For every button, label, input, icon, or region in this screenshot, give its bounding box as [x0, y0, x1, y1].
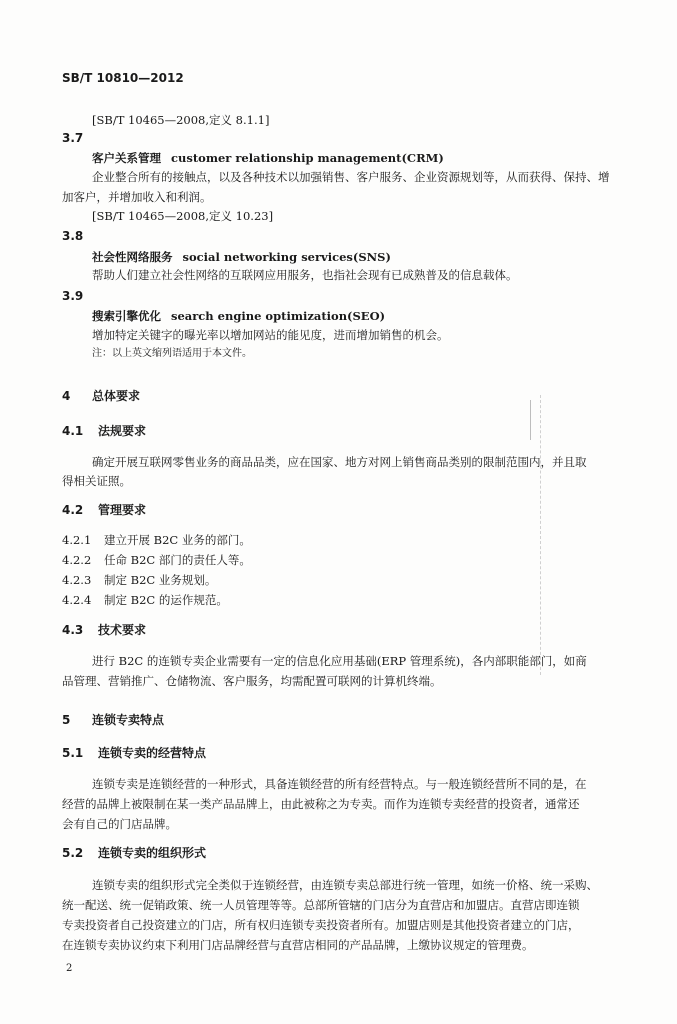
note: 注：以上英文缩列语适用于本文件。	[92, 348, 252, 359]
list-item-number: 4.2.3	[62, 573, 92, 587]
subsection-number: 4.1	[62, 424, 84, 438]
subsection-title: 技术要求	[98, 623, 147, 637]
subsection-heading	[62, 846, 206, 860]
term-definition: 帮助人们建立社会性网络的互联网应用服务，也指社会现有已成熟普及的信息载体。	[92, 268, 518, 282]
term-number: 3.7	[62, 131, 84, 145]
scan-mark	[540, 395, 541, 675]
paragraph-line: 连锁专卖的组织形式完全类似于连锁经营，由连锁专卖总部进行统一管理，如统一价格、统一采购、	[92, 878, 598, 892]
paragraph-line: 会有自己的门店品牌。	[62, 817, 177, 831]
term-definition: 企业整合所有的接触点，以及各种技术以加强销售、客户服务、企业资源规划等，从而获得、保持、增	[92, 170, 610, 184]
list-item	[62, 553, 251, 567]
list-item-number: 4.2.4	[62, 593, 92, 607]
section-number: 5	[62, 713, 71, 727]
list-item-text: 建立开展 B2C 业务的部门。	[104, 533, 251, 547]
term-title	[92, 250, 391, 264]
list-item-text: 任命 B2C 部门的责任人等。	[104, 553, 251, 567]
term-definition: 加客户，并增加收入和利润。	[62, 190, 212, 204]
paragraph-line: 经营的品牌上被限制在某一类产品品牌上，由此被称之为专卖。而作为连锁专卖经营的投资者，通常还	[62, 797, 580, 811]
section-title: 总体要求	[92, 389, 141, 403]
term-en: search engine optimization(SEO)	[171, 309, 386, 323]
term-title	[92, 309, 385, 323]
term-title	[92, 151, 444, 165]
paragraph-line: 连锁专卖是连锁经营的一种形式，具备连锁经营的所有经营特点。与一般连锁经营所不同的是，在	[92, 777, 587, 791]
paragraph-line: 专卖投资者自己投资建立的门店，所有权归连锁专卖投资者所有。加盟店则是其他投资者建立的门店，	[62, 918, 580, 932]
document-code: SB/T 10810—2012	[62, 71, 184, 85]
subsection-heading	[62, 424, 146, 438]
section-heading	[62, 389, 140, 403]
subsection-title: 连锁专卖的组织形式	[98, 846, 207, 860]
paragraph-line: 在连锁专卖协议约束下利用门店品牌经营与直营店相同的产品品牌，上缴协议规定的管理费。	[62, 938, 534, 952]
term-en: customer relationship management(CRM)	[171, 151, 444, 165]
list-item-number: 4.2.1	[62, 533, 92, 547]
list-item-text: 制定 B2C 业务规划。	[104, 573, 217, 587]
section-title: 连锁专卖特点	[92, 713, 165, 727]
list-item	[62, 593, 228, 607]
term-number: 3.8	[62, 229, 84, 243]
subsection-heading	[62, 623, 146, 637]
paragraph-line: 得相关证照。	[62, 474, 131, 488]
subsection-heading	[62, 503, 146, 517]
subsection-number: 5.2	[62, 846, 84, 860]
subsection-title: 法规要求	[98, 424, 147, 438]
subsection-title: 管理要求	[98, 503, 147, 517]
section-number: 4	[62, 389, 71, 403]
list-item-number: 4.2.2	[62, 553, 92, 567]
paragraph-line: 统一配送、统一促销政策、统一人员管理等等。总部所管辖的门店分为直营店和加盟店。直营店即连锁	[62, 898, 580, 912]
scan-mark	[530, 400, 531, 440]
paragraph-line: 品管理、营销推广、仓储物流、客户服务，均需配置可联网的计算机终端。	[62, 674, 442, 688]
subsection-heading	[62, 746, 206, 760]
subsection-number: 4.3	[62, 623, 84, 637]
term-number: 3.9	[62, 289, 84, 303]
section-heading	[62, 713, 164, 727]
paragraph-line: 确定开展互联网零售业务的商品品类，应在国家、地方对网上销售商品类别的限制范围内，并且取	[92, 455, 587, 469]
term-en: social networking services(SNS)	[182, 250, 391, 264]
list-item	[62, 533, 251, 547]
term-definition: 增加特定关键字的曝光率以增加网站的能见度，进而增加销售的机会。	[92, 328, 449, 342]
term-cn: 社会性网络服务	[92, 250, 173, 264]
citation: [SB/T 10465—2008,定义 10.23]	[92, 209, 274, 223]
subsection-title: 连锁专卖的经营特点	[98, 746, 207, 760]
list-item	[62, 573, 216, 587]
paragraph-line: 进行 B2C 的连锁专卖企业需要有一定的信息化应用基础(ERP 管理系统)，各内部职能部门，如商	[92, 654, 587, 668]
subsection-number: 4.2	[62, 503, 84, 517]
term-cn: 搜索引擎优化	[92, 309, 161, 323]
subsection-number: 5.1	[62, 746, 84, 760]
citation: [SB/T 10465—2008,定义 8.1.1]	[92, 113, 270, 127]
term-cn: 客户关系管理	[92, 151, 161, 165]
list-item-text: 制定 B2C 的运作规范。	[104, 593, 228, 607]
page-number: 2	[66, 963, 73, 974]
